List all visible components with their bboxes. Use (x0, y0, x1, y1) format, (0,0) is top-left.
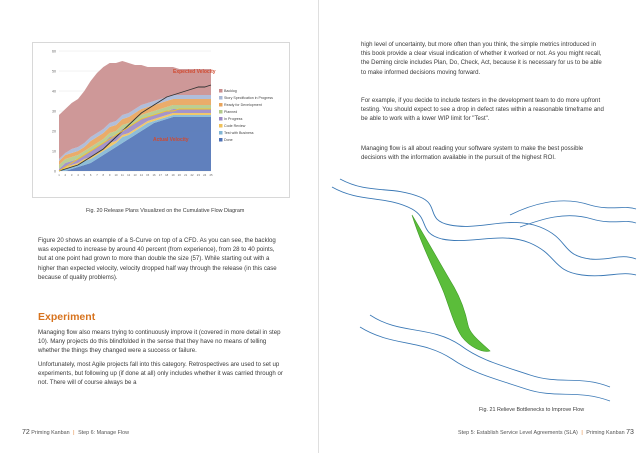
x-tick-label: 8 (102, 173, 105, 177)
x-tick-label: 4 (77, 173, 79, 177)
x-tick-label: 17 (158, 173, 162, 177)
legend-swatch (219, 124, 223, 128)
x-tick-label: 16 (152, 173, 156, 177)
legend-label: Code Review (224, 124, 246, 129)
footer-separator: | (73, 430, 75, 436)
figure-21-caption: Fig. 21 Relieve Bottlenecks to Improve Flow (479, 407, 585, 413)
section-heading: Experiment (38, 311, 96, 323)
x-tick-label: 22 (190, 173, 194, 177)
left-page-number: 72 (22, 429, 30, 436)
x-tick-label: 7 (96, 173, 98, 177)
legend-label: Planned (224, 110, 238, 115)
figure-20-caption: Fig. 20 Release Plans Visualized on the Cumulative Flow Diagram (86, 208, 245, 214)
y-tick-label: 20 (52, 129, 56, 134)
y-tick-label: 30 (52, 109, 56, 114)
x-tick-label: 3 (70, 173, 73, 177)
y-tick-label: 60 (52, 49, 56, 54)
legend-swatch (219, 96, 223, 100)
x-tick-label: 10 (114, 173, 118, 177)
legend-label: Backlog (224, 89, 237, 94)
left-footer-book: Priming Kanban (31, 430, 70, 436)
left-paragraph-3: Unfortunately, most Agile projects fall into this category. Retrospectives are used to set up experiments, but following up (if done at all) only includes whether it was carried through or not. There will of course always be a (38, 361, 283, 387)
legend-swatch (219, 131, 223, 135)
x-tick-label: 25 (209, 173, 213, 177)
river-illustration (330, 175, 638, 415)
x-tick-label: 21 (184, 173, 188, 177)
left-footer (22, 429, 129, 436)
right-footer-book: Priming Kanban (586, 430, 625, 436)
x-tick-label: 11 (120, 173, 124, 177)
right-footer-section: Step 5: Establish Service Level Agreements (SLA) (458, 430, 578, 436)
y-tick-label: 10 (52, 149, 56, 154)
y-tick-label: 50 (52, 69, 56, 74)
legend-label: Done (224, 138, 233, 143)
x-tick-label: 19 (171, 173, 175, 177)
x-tick-label: 24 (203, 173, 207, 177)
x-tick-label: 13 (133, 173, 137, 177)
river-outline-right-2 (520, 216, 636, 227)
x-tick-label: 20 (177, 173, 181, 177)
x-tick-label: 12 (127, 173, 131, 177)
x-tick-label: 14 (139, 173, 143, 177)
x-tick-label: 9 (108, 173, 111, 177)
legend-swatch (219, 138, 223, 142)
x-tick-label: 15 (146, 173, 150, 177)
legend-swatch (219, 89, 223, 93)
cfd-chart-svg (33, 43, 289, 197)
legend-swatch (219, 117, 223, 121)
left-footer-section: Step 6: Manage Flow (78, 430, 130, 436)
river-green-stream (412, 215, 490, 351)
right-paragraph-3: Managing flow is all about reading your software system to make the best possible decisions with the information available in the pursuit of the highest ROI. (361, 145, 584, 162)
legend-label: Ready for Development (224, 103, 262, 108)
left-paragraph-1: Figure 20 shows an example of a S-Curve on top of a CFD. As you can see, the backlog was expected to increase by around 40 percent (from experience), from 28 to 40 points, but at one point had grown to more than double the size (57). While starting out with a higher than expected velocity, velocity dropped half way through the release (in this case because of quality problems). (38, 237, 277, 281)
x-tick-label: 2 (64, 173, 67, 177)
cfd-chart (32, 42, 290, 198)
legend-label: In Progress (224, 117, 243, 122)
x-tick-label: 18 (165, 173, 169, 177)
right-footer (458, 429, 634, 436)
river-outline-bottom-2 (360, 327, 610, 401)
right-page-number: 73 (626, 429, 634, 436)
x-tick-label: 1 (58, 173, 60, 177)
right-paragraph-1: high level of uncertainty, but more often than you think, the simple metrics introduced in this book provide a clear visual indication of whether it worked or not. As you might recall, the Deming circle includes Plan, Do, Check, Act, because it is necessary for us to be able to make informed decisions moving forward. (361, 41, 602, 76)
river-outline-lower (332, 187, 636, 276)
legend-label: Test with Business (224, 131, 254, 136)
legend-label: Story Specification in Progress (224, 96, 273, 101)
left-paragraph-2: Managing flow also means trying to continuously improve it (covered in more detail in step 10). Many projects do this blindfolded in the sense that they have no means of telling whether the things they changed were a success or failure. (38, 329, 281, 355)
x-tick-label: 5 (83, 173, 86, 177)
river-outline-right (510, 201, 636, 215)
y-tick-label: 40 (52, 89, 56, 94)
legend-swatch (219, 110, 223, 114)
y-tick-label: 0 (54, 169, 56, 174)
right-paragraph-2: For example, if you decide to include testers in the development team to do more upfront testing. You should expect to see a drop in defect rates within a reasonable timeframe and be able to work with a lower WIP limit for "Test". (361, 97, 604, 123)
annotation-actual-velocity: Actual Velocity (153, 137, 189, 143)
footer-separator-right: | (581, 430, 583, 436)
x-tick-label: 23 (196, 173, 200, 177)
legend-swatch (219, 103, 223, 107)
x-tick-label: 6 (89, 173, 92, 177)
annotation-expected-velocity: Expected Velocity (173, 69, 216, 75)
